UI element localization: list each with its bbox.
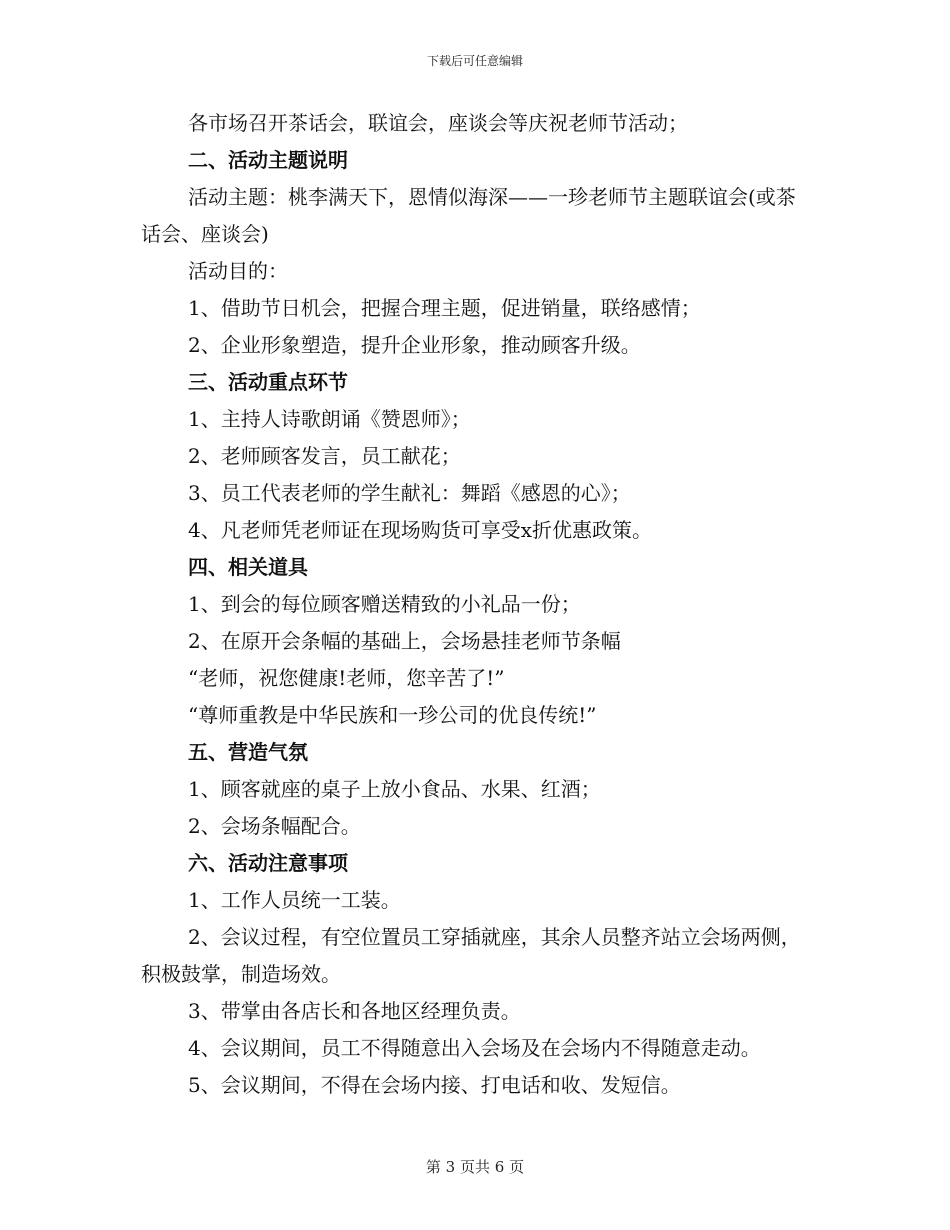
banner-quote: “老师，祝您健康!老师，您辛苦了!” bbox=[188, 666, 505, 690]
list-item: 2、老师顾客发言，员工献花； bbox=[188, 444, 461, 468]
list-item: 5、会议期间，不得在会场内接、打电话和收、发短信。 bbox=[188, 1073, 681, 1097]
list-item: 1、工作人员统一工装。 bbox=[188, 888, 401, 912]
list-item: 2、企业形象塑造，提升企业形象，推动顾客升级。 bbox=[188, 333, 641, 357]
document-body bbox=[141, 105, 811, 1104]
list-item: 2、会议过程，有空位置员工穿插就座，其余人员整齐站立会场两侧，积极鼓掌，制造场效。 bbox=[141, 925, 801, 986]
paragraph: 各市场召开茶话会，联谊会，座谈会等庆祝老师节活动； bbox=[188, 111, 688, 135]
list-item: 2、会场条幅配合。 bbox=[188, 814, 361, 838]
section-heading: 二、活动主题说明 bbox=[188, 148, 348, 172]
list-item: 1、顾客就座的桌子上放小食品、水果、红酒； bbox=[188, 777, 601, 801]
banner-quote: “尊师重教是中华民族和一珍公司的优良传统!” bbox=[188, 703, 597, 727]
paragraph: 活动目的： bbox=[188, 259, 288, 283]
page-header: 下载后可任意编辑 bbox=[426, 54, 523, 68]
list-item: 2、在原开会条幅的基础上，会场悬挂老师节条幅 bbox=[188, 629, 621, 653]
section-heading: 五、营造气氛 bbox=[188, 740, 308, 764]
list-item: 1、到会的每位顾客赠送精致的小礼品一份； bbox=[188, 592, 581, 616]
paragraph: 活动主题：桃李满天下，恩情似海深——一珍老师节主题联谊会(或茶话会、座谈会) bbox=[141, 185, 796, 246]
list-item: 1、借助节日机会，把握合理主题，促进销量，联络感情； bbox=[188, 296, 701, 320]
page-footer: 第 3 页共 6 页 bbox=[425, 1158, 525, 1176]
section-heading: 三、活动重点环节 bbox=[188, 370, 348, 394]
list-item: 4、凡老师凭老师证在现场购货可享受x折优惠政策。 bbox=[188, 518, 653, 542]
section-heading: 四、相关道具 bbox=[188, 555, 308, 579]
list-item: 1、主持人诗歌朗诵《赞恩师》； bbox=[188, 407, 471, 431]
list-item: 3、带掌由各店长和各地区经理负责。 bbox=[188, 999, 521, 1023]
list-item: 4、会议期间，员工不得随意出入会场及在会场内不得随意走动。 bbox=[188, 1036, 761, 1060]
list-item: 3、员工代表老师的学生献礼：舞蹈《感恩的心》； bbox=[188, 481, 631, 505]
section-heading: 六、活动注意事项 bbox=[188, 851, 348, 875]
